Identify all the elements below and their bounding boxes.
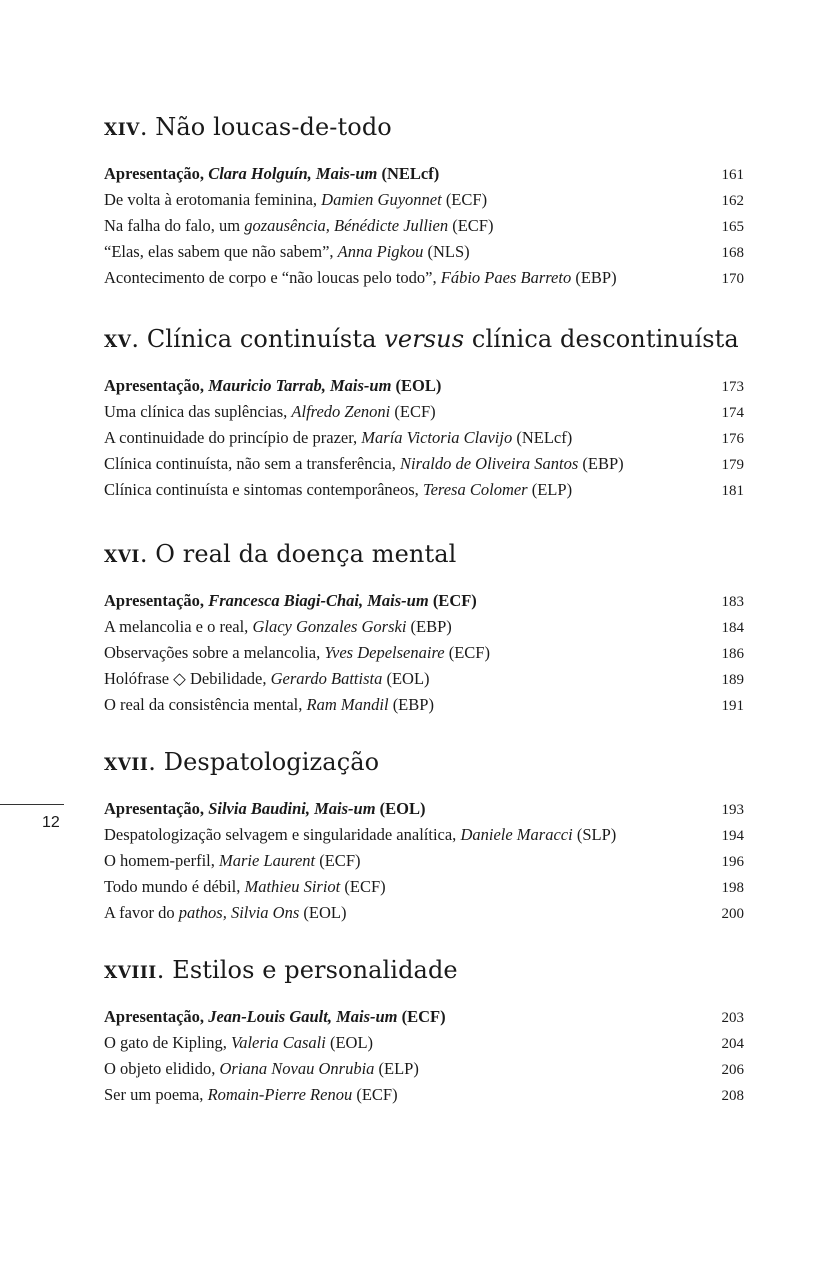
page-number: 198: [721, 880, 744, 896]
page-number: 173: [721, 379, 744, 395]
toc-entry[interactable]: Apresentação, Mauricio Tarrab, Mais-um (EOL) 173: [104, 373, 744, 399]
toc-entry[interactable]: Clínica continuísta, não sem a transferência, Niraldo de Oliveira Santos (EBP) 179: [104, 451, 744, 477]
toc-entry[interactable]: Apresentação, Jean-Louis Gault, Mais-um (ECF) 203: [104, 1004, 744, 1030]
toc-entry[interactable]: Todo mundo é débil, Mathieu Siriot (ECF) 198: [104, 874, 744, 900]
page-number: 174: [721, 405, 744, 421]
section-title: xviii. Estilos e personalidade: [104, 955, 458, 984]
page-number: 179: [721, 457, 744, 473]
page-number: 196: [721, 854, 744, 870]
toc-section: [104, 540, 744, 718]
page-number: 184: [721, 620, 744, 636]
page-number: 194: [721, 828, 744, 844]
toc-entry[interactable]: Apresentação, Clara Holguín, Mais-um (NELcf) 161: [104, 161, 744, 187]
page-number: 181: [721, 483, 744, 499]
toc-entry[interactable]: O homem-perfil, Marie Laurent (ECF) 196: [104, 848, 744, 874]
toc-entry[interactable]: Holófrase ◇ Debilidade, Gerardo Battista (EOL) 189: [104, 666, 744, 692]
page-folio: 12: [42, 814, 60, 831]
toc-section: [104, 325, 744, 503]
page-number: 206: [721, 1062, 744, 1078]
toc-entry[interactable]: O real da consistência mental, Ram Mandil (EBP) 191: [104, 692, 744, 718]
toc-entry[interactable]: “Elas, elas sabem que não sabem”, Anna Pigkou (NLS) 168: [104, 239, 744, 265]
toc-entry[interactable]: Clínica continuísta e sintomas contemporâneos, Teresa Colomer (ELP) 181: [104, 477, 744, 503]
section-numeral: xviii: [104, 955, 157, 984]
page-number: 200: [721, 906, 744, 922]
page-number: 191: [721, 698, 744, 714]
page-number: 161: [721, 167, 744, 183]
section-numeral: xvi: [104, 539, 140, 568]
toc-section: [104, 113, 744, 291]
section-title: xv. Clínica continuísta versus clínica descontinuísta: [104, 324, 739, 353]
page-number: 203: [721, 1010, 744, 1026]
section-title: xvii. Despatologização: [104, 747, 380, 776]
page-number: 168: [721, 245, 744, 261]
toc-entry[interactable]: Apresentação, Silvia Baudini, Mais-um (EOL) 193: [104, 796, 744, 822]
toc-entry[interactable]: Observações sobre a melancolia, Yves Depelsenaire (ECF) 186: [104, 640, 744, 666]
page-number: 186: [721, 646, 744, 662]
page-number: 208: [721, 1088, 744, 1104]
toc-section: [104, 956, 744, 1108]
section-numeral: xv: [104, 324, 132, 353]
section-numeral: xiv: [104, 112, 140, 141]
page-number: 162: [721, 193, 744, 209]
toc-entry[interactable]: Uma clínica das suplências, Alfredo Zenoni (ECF) 174: [104, 399, 744, 425]
page-number: 170: [721, 271, 744, 287]
toc-entry[interactable]: Ser um poema, Romain-Pierre Renou (ECF) 208: [104, 1082, 744, 1108]
toc-section: [104, 748, 744, 926]
toc-entry[interactable]: Apresentação, Francesca Biagi-Chai, Mais-um (ECF) 183: [104, 588, 744, 614]
toc-entry[interactable]: A continuidade do princípio de prazer, María Victoria Clavijo (NELcf) 176: [104, 425, 744, 451]
page-number: 193: [721, 802, 744, 818]
section-numeral: xvii: [104, 747, 149, 776]
page-number: 204: [721, 1036, 744, 1052]
toc-entry[interactable]: Acontecimento de corpo e “não loucas pelo todo”, Fábio Paes Barreto (EBP) 170: [104, 265, 744, 291]
toc-entry[interactable]: Na falha do falo, um gozausência, Bénédicte Jullien (ECF) 165: [104, 213, 744, 239]
toc-entry[interactable]: O objeto elidido, Oriana Novau Onrubia (ELP) 206: [104, 1056, 744, 1082]
page-number: 189: [721, 672, 744, 688]
toc-entry[interactable]: De volta à erotomania feminina, Damien Guyonnet (ECF) 162: [104, 187, 744, 213]
folio-rule: [0, 804, 64, 805]
page-number: 176: [721, 431, 744, 447]
toc-entry[interactable]: A melancolia e o real, Glacy Gonzales Gorski (EBP) 184: [104, 614, 744, 640]
toc-entry[interactable]: Despatologização selvagem e singularidade analítica, Daniele Maracci (SLP) 194: [104, 822, 744, 848]
section-title: xiv. Não loucas-de-todo: [104, 112, 392, 141]
page-number: 183: [721, 594, 744, 610]
toc-entry[interactable]: A favor do pathos, Silvia Ons (EOL) 200: [104, 900, 744, 926]
toc-entry[interactable]: O gato de Kipling, Valeria Casali (EOL) 204: [104, 1030, 744, 1056]
section-title: xvi. O real da doença mental: [104, 539, 457, 568]
page-number: 165: [721, 219, 744, 235]
